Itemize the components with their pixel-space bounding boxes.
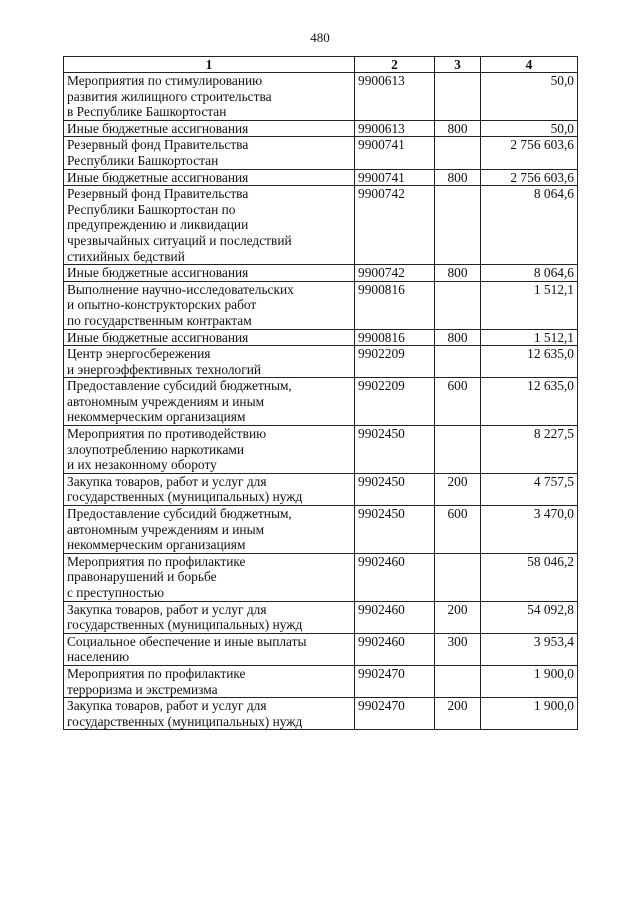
row-type-cell: 200: [435, 698, 481, 730]
row-name-cell: Резервный фонд Правительства Республики Башкортостан: [64, 137, 355, 169]
row-amount-cell: 2 756 603,6: [481, 169, 578, 186]
row-amount-cell: 8 227,5: [481, 426, 578, 474]
row-code-cell: 9900816: [355, 281, 435, 329]
row-code-cell: 9902470: [355, 665, 435, 697]
row-code-cell: 9900741: [355, 169, 435, 186]
row-amount-cell: 1 512,1: [481, 281, 578, 329]
table-row: [64, 426, 578, 474]
header-col-3: 3: [435, 57, 481, 73]
row-amount-cell: 8 064,6: [481, 186, 578, 265]
row-type-cell: [435, 281, 481, 329]
row-type-cell: [435, 137, 481, 169]
page-number: 480: [310, 30, 330, 45]
row-type-cell: [435, 665, 481, 697]
table-row: [64, 378, 578, 426]
row-name-cell: Мероприятия по стимулированию развития жилищного строительства в Республике Башкортостан: [64, 73, 355, 121]
row-name-cell: Резервный фонд Правительства Республики Башкортостан по предупреждению и ликвидации чрезвычайных ситуаций и последствий стихийных бедствий: [64, 186, 355, 265]
row-name-cell: Социальное обеспечение и иные выплаты населению: [64, 633, 355, 665]
row-amount-cell: 50,0: [481, 120, 578, 137]
table-row: [64, 473, 578, 505]
row-type-cell: 600: [435, 378, 481, 426]
row-name-cell: Мероприятия по профилактике терроризма и экстремизма: [64, 665, 355, 697]
row-name-cell: Закупка товаров, работ и услуг для государственных (муниципальных) нужд: [64, 473, 355, 505]
row-name-cell: Закупка товаров, работ и услуг для государственных (муниципальных) нужд: [64, 698, 355, 730]
table-row: [64, 346, 578, 378]
row-code-cell: 9900742: [355, 186, 435, 265]
row-type-cell: 200: [435, 473, 481, 505]
table-header-row: [64, 57, 578, 73]
row-type-cell: 600: [435, 506, 481, 554]
row-amount-cell: 12 635,0: [481, 378, 578, 426]
row-code-cell: 9902450: [355, 426, 435, 474]
row-code-cell: 9902209: [355, 378, 435, 426]
row-type-cell: 800: [435, 169, 481, 186]
row-name-cell: Предоставление субсидий бюджетным, автономным учреждениям и иным некоммерческим организациям: [64, 506, 355, 554]
row-name-cell: Закупка товаров, работ и услуг для государственных (муниципальных) нужд: [64, 601, 355, 633]
row-amount-cell: 1 900,0: [481, 665, 578, 697]
row-type-cell: 300: [435, 633, 481, 665]
row-type-cell: [435, 346, 481, 378]
row-code-cell: 9902460: [355, 633, 435, 665]
row-name-cell: Центр энергосбережения и энергоэффективных технологий: [64, 346, 355, 378]
table-row: [64, 169, 578, 186]
row-amount-cell: 58 046,2: [481, 553, 578, 601]
budget-table: [63, 56, 578, 730]
table-row: [64, 329, 578, 346]
header-col-2: 2: [355, 57, 435, 73]
row-amount-cell: 4 757,5: [481, 473, 578, 505]
row-name-cell: Иные бюджетные ассигнования: [64, 265, 355, 282]
table-row: [64, 633, 578, 665]
row-amount-cell: 3 953,4: [481, 633, 578, 665]
row-amount-cell: 1 900,0: [481, 698, 578, 730]
row-amount-cell: 8 064,6: [481, 265, 578, 282]
header-col-4: 4: [481, 57, 578, 73]
row-name-cell: Иные бюджетные ассигнования: [64, 120, 355, 137]
row-name-cell: Мероприятия по профилактике правонарушений и борьбе с преступностью: [64, 553, 355, 601]
table-row: [64, 601, 578, 633]
row-amount-cell: 12 635,0: [481, 346, 578, 378]
row-code-cell: 9900741: [355, 137, 435, 169]
row-code-cell: 9902460: [355, 553, 435, 601]
row-amount-cell: 54 092,8: [481, 601, 578, 633]
table-row: [64, 265, 578, 282]
row-code-cell: 9902460: [355, 601, 435, 633]
header-col-1: 1: [64, 57, 355, 73]
table-row: [64, 698, 578, 730]
table-row: [64, 137, 578, 169]
row-code-cell: 9900816: [355, 329, 435, 346]
row-name-cell: Иные бюджетные ассигнования: [64, 169, 355, 186]
row-code-cell: 9902209: [355, 346, 435, 378]
row-type-cell: 800: [435, 265, 481, 282]
row-name-cell: Выполнение научно-исследовательских и опытно-конструкторских работ по государственным контрактам: [64, 281, 355, 329]
row-type-cell: [435, 553, 481, 601]
row-code-cell: 9902450: [355, 506, 435, 554]
row-type-cell: 800: [435, 329, 481, 346]
row-type-cell: [435, 426, 481, 474]
table-row: [64, 73, 578, 121]
row-code-cell: 9900613: [355, 120, 435, 137]
row-type-cell: [435, 186, 481, 265]
row-code-cell: 9902470: [355, 698, 435, 730]
row-code-cell: 9900613: [355, 73, 435, 121]
table-row: [64, 506, 578, 554]
row-name-cell: Иные бюджетные ассигнования: [64, 329, 355, 346]
table-row: [64, 553, 578, 601]
row-type-cell: 800: [435, 120, 481, 137]
row-type-cell: 200: [435, 601, 481, 633]
row-code-cell: 9900742: [355, 265, 435, 282]
row-code-cell: 9902450: [355, 473, 435, 505]
table-row: [64, 281, 578, 329]
table-row: [64, 186, 578, 265]
table-row: [64, 665, 578, 697]
row-name-cell: Мероприятия по противодействию злоупотреблению наркотиками и их незаконному обороту: [64, 426, 355, 474]
row-amount-cell: 3 470,0: [481, 506, 578, 554]
row-name-cell: Предоставление субсидий бюджетным, автономным учреждениям и иным некоммерческим организациям: [64, 378, 355, 426]
row-amount-cell: 1 512,1: [481, 329, 578, 346]
row-amount-cell: 2 756 603,6: [481, 137, 578, 169]
table-row: [64, 120, 578, 137]
row-amount-cell: 50,0: [481, 73, 578, 121]
row-type-cell: [435, 73, 481, 121]
